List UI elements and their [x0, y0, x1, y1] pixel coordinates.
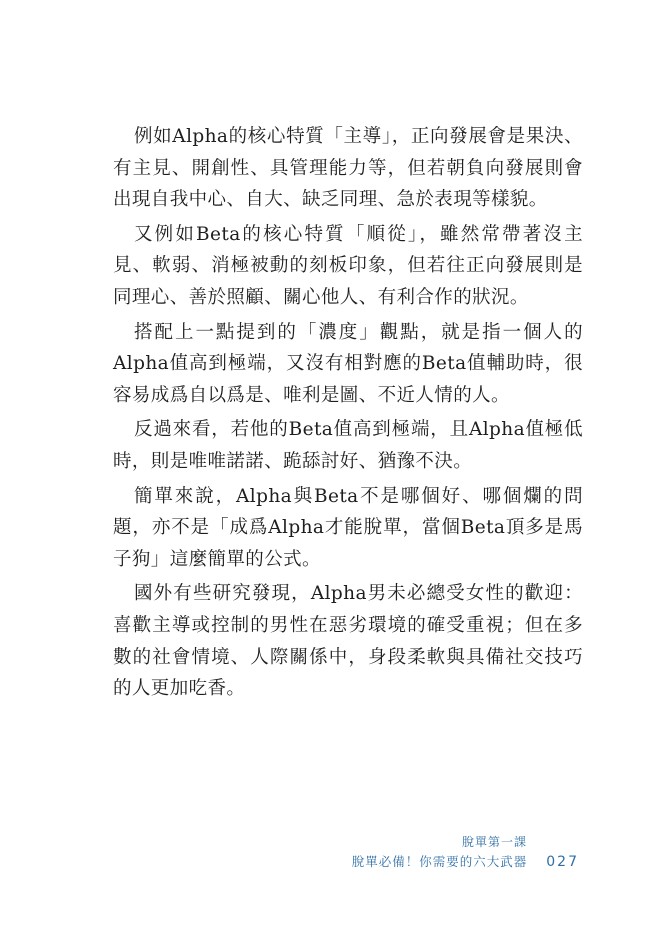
paragraph-2: 又例如Beta的核心特質「順從」，雖然常帶著沒主見、軟弱、消極被動的刻板印象，但若往正向發展則是同理心、善於照顧、關心他人、有利合作的狀況。 [113, 223, 583, 308]
body-text [113, 121, 583, 708]
footer-row [352, 853, 579, 871]
paragraph-5: 簡單來說，Alpha與Beta不是哪個好、哪個爛的問題，亦不是「成爲Alpha才能脫單，當個Beta頂多是馬子狗」這麼簡單的公式。 [113, 485, 583, 570]
page-number: 027 [546, 854, 579, 870]
chapter-title: 脫單第一課 [461, 835, 527, 849]
paragraph-3: 搭配上一點提到的「濃度」觀點，就是指一個人的Alpha值高到極端，又沒有相對應的Beta值輔助時，很容易成爲自以爲是、唯利是圖、不近人情的人。 [113, 321, 583, 406]
paragraph-6: 國外有些研究發現，Alpha男未必總受女性的歡迎：喜歡主導或控制的男性在惡劣環境的確受重視；但在多數的社會情境、人際關係中，身段柔軟與具備社交技巧的人更加吃香。 [113, 583, 583, 700]
paragraph-1: 例如Alpha的核心特質「主導」，正向發展會是果決、有主見、開創性、具管理能力等，但若朝負向發展則會出現自我中心、自大、缺乏同理、急於表現等樣貌。 [113, 126, 583, 211]
paragraph-4: 反過來看，若他的Beta值高到極端，且Alpha值極低時，則是唯唯諾諾、跪舔討好、猶豫不決。 [113, 419, 583, 472]
book-title: 脫單必備！你需要的六大武器 [351, 854, 528, 869]
page-footer [352, 834, 579, 871]
